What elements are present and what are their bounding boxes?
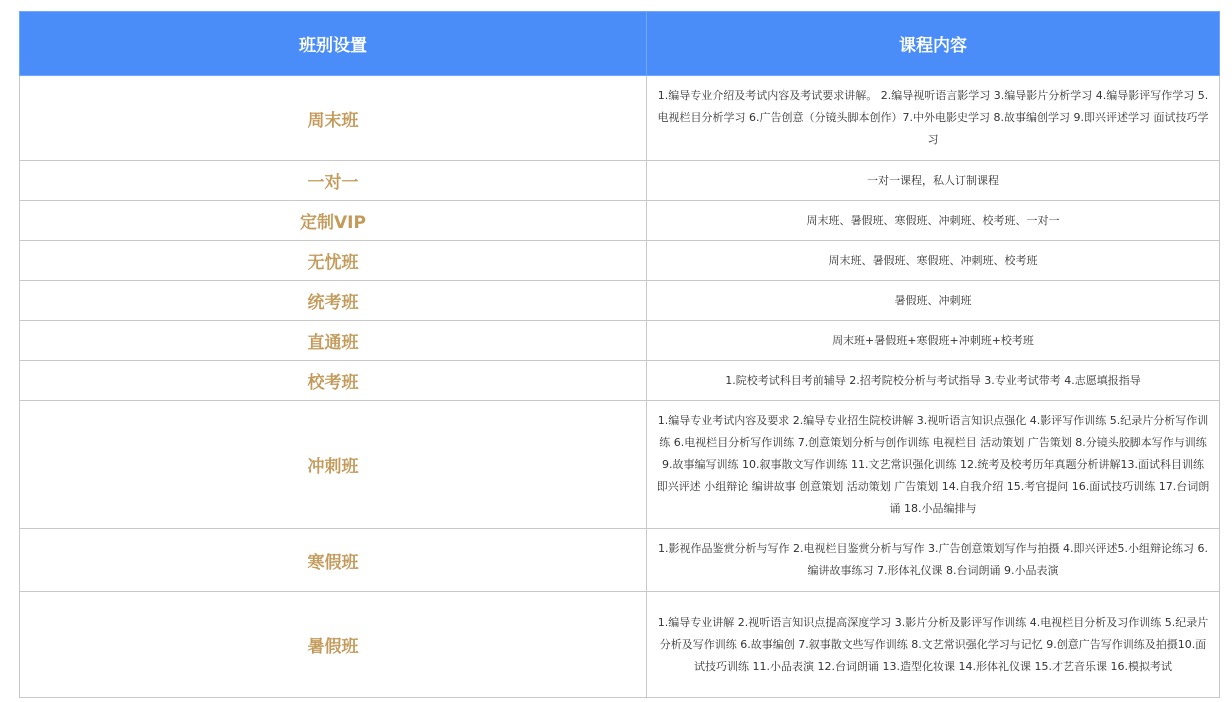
table-row: [20, 529, 1220, 592]
class-content: 1.影视作品鉴赏分析与写作 2.电视栏目鉴赏分析与写作 3.广告创意策划写作与拍摄 4.即兴评述5.小组辩论练习 6.编讲故事练习 7.形体礼仪课 8.台词朗诵 9.小品表演: [647, 529, 1220, 592]
class-content: 1.院校考试科目考前辅导 2.招考院校分析与考试指导 3.专业考试带考 4.志愿填报指导: [647, 361, 1220, 401]
class-name: 无忧班: [20, 241, 647, 281]
table-row: [20, 241, 1220, 281]
table-row: [20, 592, 1220, 698]
class-name: 周末班: [20, 76, 647, 161]
class-content: 一对一课程，私人订制课程: [647, 161, 1220, 201]
course-table: [19, 11, 1220, 698]
table-row: [20, 201, 1220, 241]
table-row: [20, 161, 1220, 201]
class-content: 1.编导专业介绍及考试内容及考试要求讲解。 2.编导视听语言影学习 3.编导影片分析学习 4.编导影评写作学习 5.电视栏目分析学习 6.广告创意（分镜头脚本创作）7.中外电影史学习 8.故事编创学习 9.即兴评述学习 面试技巧学习: [647, 76, 1220, 161]
column-header-class-type: 班别设置: [20, 12, 647, 76]
class-name: 暑假班: [20, 592, 647, 698]
class-name: 校考班: [20, 361, 647, 401]
class-content: 1.编导专业讲解 2.视听语言知识点提高深度学习 3.影片分析及影评写作训练 4.电视栏目分析及习作训练 5.纪录片分析及写作训练 6.故事编创 7.叙事散文些写作训练 8.文艺常识强化学习与记忆 9.创意广告写作训练及拍摄10.面试技巧训练 11.小品表演 12.台词朗诵 13.造型化妆课 14.形体礼仪课 15.才艺音乐课 16.模拟考试: [647, 592, 1220, 698]
table-row: [20, 281, 1220, 321]
table-row: [20, 321, 1220, 361]
table-header-row: [20, 12, 1220, 76]
table-row: [20, 401, 1220, 529]
class-name: 一对一: [20, 161, 647, 201]
class-content: 周末班、暑假班、寒假班、冲刺班、校考班: [647, 241, 1220, 281]
column-header-course-content: 课程内容: [647, 12, 1220, 76]
class-name: 直通班: [20, 321, 647, 361]
class-name: 冲刺班: [20, 401, 647, 529]
class-content: 周末班+暑假班+寒假班+冲刺班+校考班: [647, 321, 1220, 361]
class-name: 统考班: [20, 281, 647, 321]
table-row: [20, 361, 1220, 401]
class-name: 寒假班: [20, 529, 647, 592]
class-content: 周末班、暑假班、寒假班、冲刺班、校考班、一对一: [647, 201, 1220, 241]
class-name: 定制VIP: [20, 201, 647, 241]
class-content: 暑假班、冲刺班: [647, 281, 1220, 321]
class-content: 1.编导专业考试内容及要求 2.编导专业招生院校讲解 3.视听语言知识点强化 4.影评写作训练 5.纪录片分析写作训练 6.电视栏目分析写作训练 7.创意策划分析与创作训练 电视栏目 活动策划 广告策划 8.分镜头胶脚本写作与训练 9.故事编写训练 10.叙事散文写作训练 11.文艺常识强化训练 12.统考及校考历年真题分析讲解13.面试科目训练 即兴评述 小组辩论 编讲故事 创意策划 活动策划 广告策划 14.自我介绍 15.考官提问 16.面试技巧训练 17.台词朗诵 18.小品编排与: [647, 401, 1220, 529]
course-table-wrapper: [19, 11, 1219, 698]
table-row: [20, 76, 1220, 161]
